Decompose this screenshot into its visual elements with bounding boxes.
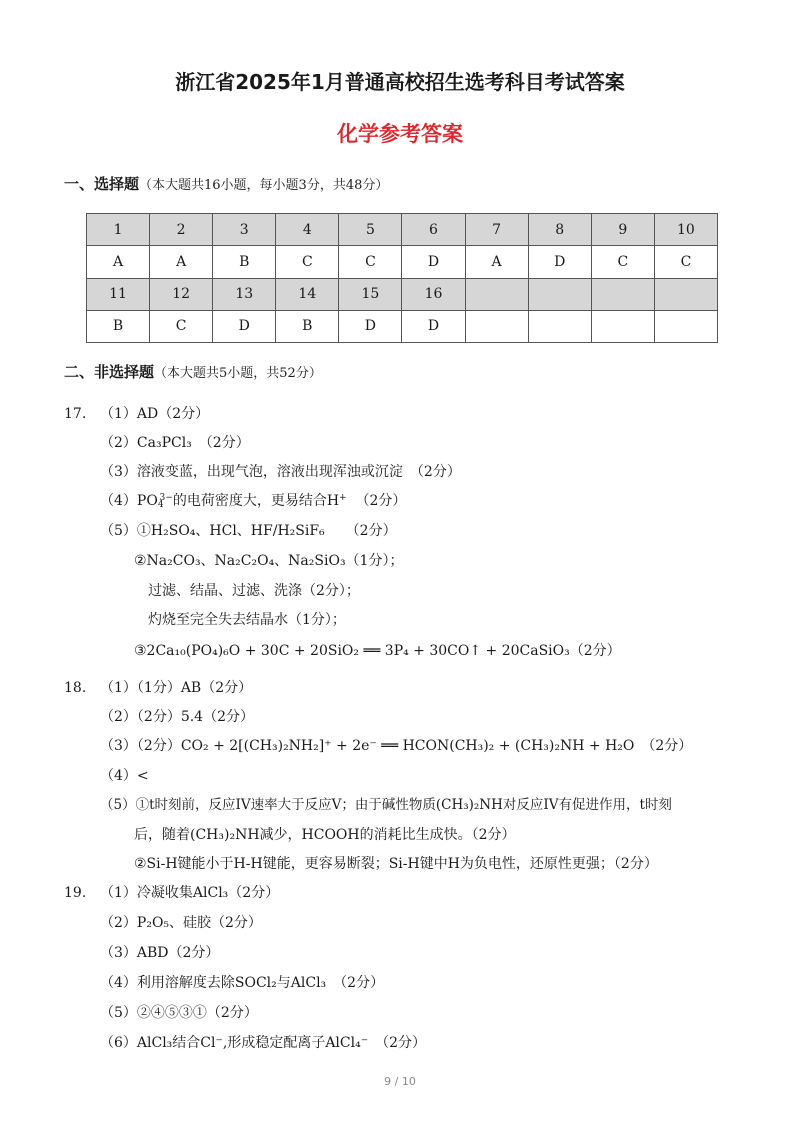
q18-line-6: 后，随着(CH₃)₂NH减少，HCOOH的消耗比生成快。（2分） bbox=[134, 827, 516, 843]
q18-line-2: （2）（2分）5.4（2分） bbox=[100, 709, 254, 725]
q17-line-7: 过滤、结晶、过滤、洗涤（2分）； bbox=[148, 583, 360, 599]
table-row bbox=[87, 246, 718, 278]
question-number-cell: 6 bbox=[402, 214, 465, 246]
question-number-cell: 5 bbox=[339, 214, 402, 246]
question-number-cell: 3 bbox=[213, 214, 276, 246]
question-number-cell: 4 bbox=[276, 214, 339, 246]
empty-cell bbox=[654, 310, 717, 342]
q17-line-6: ②Na₂CO₃、Na₂C₂O₄、Na₂SiO₃（1分）； bbox=[134, 553, 404, 569]
q17-line-4-c: （2分） bbox=[355, 493, 407, 509]
q17-line-5: （5）①H₂SO₄、HCl、HF/H₂SiF₆ （2分） bbox=[100, 523, 397, 539]
q19-line-1: （1）冷凝收集AlCl₃（2分） bbox=[100, 885, 280, 901]
question-number-cell: 16 bbox=[402, 278, 465, 310]
q17-line-4: $(4)PO_4^{3-}$的电荷密度大，更易结合H+ （2分） bbox=[100, 493, 407, 510]
q18-line-4: （4）< bbox=[100, 768, 149, 784]
question-number-cell: 8 bbox=[528, 214, 591, 246]
question-number-cell: 2 bbox=[150, 214, 213, 246]
answer-cell: D bbox=[213, 310, 276, 342]
question-17-number: 17. bbox=[64, 406, 87, 422]
q17-line-4-b: 的电荷密度大，更易结合H bbox=[172, 493, 340, 509]
table-row bbox=[87, 278, 718, 310]
answer-cell: C bbox=[654, 246, 717, 278]
answer-cell: A bbox=[150, 246, 213, 278]
answer-cell: A bbox=[87, 246, 150, 278]
question-number-cell: 7 bbox=[465, 214, 528, 246]
question-number-cell: 12 bbox=[150, 278, 213, 310]
q19-line-3: （3）ABD（2分） bbox=[100, 945, 220, 961]
empty-cell bbox=[591, 278, 654, 310]
q17-line-1: （1）AD（2分） bbox=[100, 406, 210, 422]
empty-cell bbox=[528, 278, 591, 310]
section-1-title: 一、选择题 bbox=[64, 175, 140, 193]
q17-line-9: ③2Ca₁₀(PO₄)₆O + 30C + 20SiO₂ ══ 3P₄ + 30CO↑ + 20CaSiO₃（2分） bbox=[134, 643, 621, 659]
question-18-number: 18. bbox=[64, 680, 87, 696]
q18-line-1: （1）（1分）AB（2分） bbox=[100, 680, 253, 696]
answer-cell: C bbox=[339, 246, 402, 278]
question-number-cell: 14 bbox=[276, 278, 339, 310]
section-2-heading bbox=[64, 361, 322, 382]
answer-table bbox=[86, 213, 718, 343]
q17-line-3: （3）溶液变蓝，出现气泡，溶液出现浑浊或沉淀 （2分） bbox=[100, 464, 461, 480]
q17-line-4-a: （4）PO bbox=[100, 493, 158, 509]
q18-line-3: （3）（2分）CO₂ + 2[(CH₃)₂NH₂]⁺ + 2e⁻ ══ HCON(CH₃)₂ + (CH₃)₂NH + H₂O （2分） bbox=[100, 738, 693, 754]
section-1-heading bbox=[64, 173, 388, 194]
question-number-cell: 13 bbox=[213, 278, 276, 310]
section-2-note: （本大题共5小题，共52分） bbox=[154, 366, 322, 381]
document-title: 浙江省2025年1月普通高校招生选考科目考试答案 bbox=[175, 70, 625, 94]
table-row bbox=[87, 214, 718, 246]
section-1-note: （本大题共16小题，每小题3分，共48分） bbox=[139, 178, 389, 193]
document-subtitle: 化学参考答案 bbox=[337, 122, 463, 146]
answer-cell: C bbox=[276, 246, 339, 278]
q19-line-6: （6）AlCl₃结合Cl⁻,形成稳定配离子AlCl₄⁻ （2分） bbox=[100, 1035, 427, 1051]
answer-cell: B bbox=[276, 310, 339, 342]
answer-cell: D bbox=[528, 246, 591, 278]
q17-line-2: （2）Ca₃PCl₃ （2分） bbox=[100, 435, 250, 451]
table-row bbox=[87, 310, 718, 342]
answer-cell: D bbox=[402, 246, 465, 278]
section-2-title: 二、非选择题 bbox=[64, 363, 155, 381]
empty-cell bbox=[465, 310, 528, 342]
q18-line-7: ②Si-H键能小于H-H键能，更容易断裂；Si-H键中H为负电性，还原性更强；（2分） bbox=[134, 856, 658, 872]
empty-cell bbox=[591, 310, 654, 342]
q19-line-2: （2）P₂O₅、硅胶（2分） bbox=[100, 915, 262, 931]
answer-cell: C bbox=[150, 310, 213, 342]
question-number-cell: 1 bbox=[87, 214, 150, 246]
page-number: 9 / 10 bbox=[384, 1075, 416, 1088]
question-19-number: 19. bbox=[64, 885, 87, 901]
answer-cell: C bbox=[591, 246, 654, 278]
q17-line-8: 灼烧至完全失去结晶水（1分）； bbox=[148, 612, 346, 628]
answer-cell: B bbox=[213, 246, 276, 278]
answer-cell: B bbox=[87, 310, 150, 342]
empty-cell bbox=[465, 278, 528, 310]
empty-cell bbox=[654, 278, 717, 310]
question-number-cell: 11 bbox=[87, 278, 150, 310]
q18-line-5: （5）①t时刻前，反应IV速率大于反应V；由于碱性物质(CH₃)₂NH对反应IV有促进作用，t时刻 bbox=[100, 797, 672, 813]
answer-cell: D bbox=[339, 310, 402, 342]
empty-cell bbox=[528, 310, 591, 342]
answer-cell: A bbox=[465, 246, 528, 278]
answer-cell: D bbox=[402, 310, 465, 342]
q19-line-5: （5）②④⑤③①（2分） bbox=[100, 1005, 258, 1021]
question-number-cell: 15 bbox=[339, 278, 402, 310]
question-number-cell: 9 bbox=[591, 214, 654, 246]
question-number-cell: 10 bbox=[654, 214, 717, 246]
q19-line-4: （4）利用溶解度去除SOCl₂与AlCl₃ （2分） bbox=[100, 975, 385, 991]
